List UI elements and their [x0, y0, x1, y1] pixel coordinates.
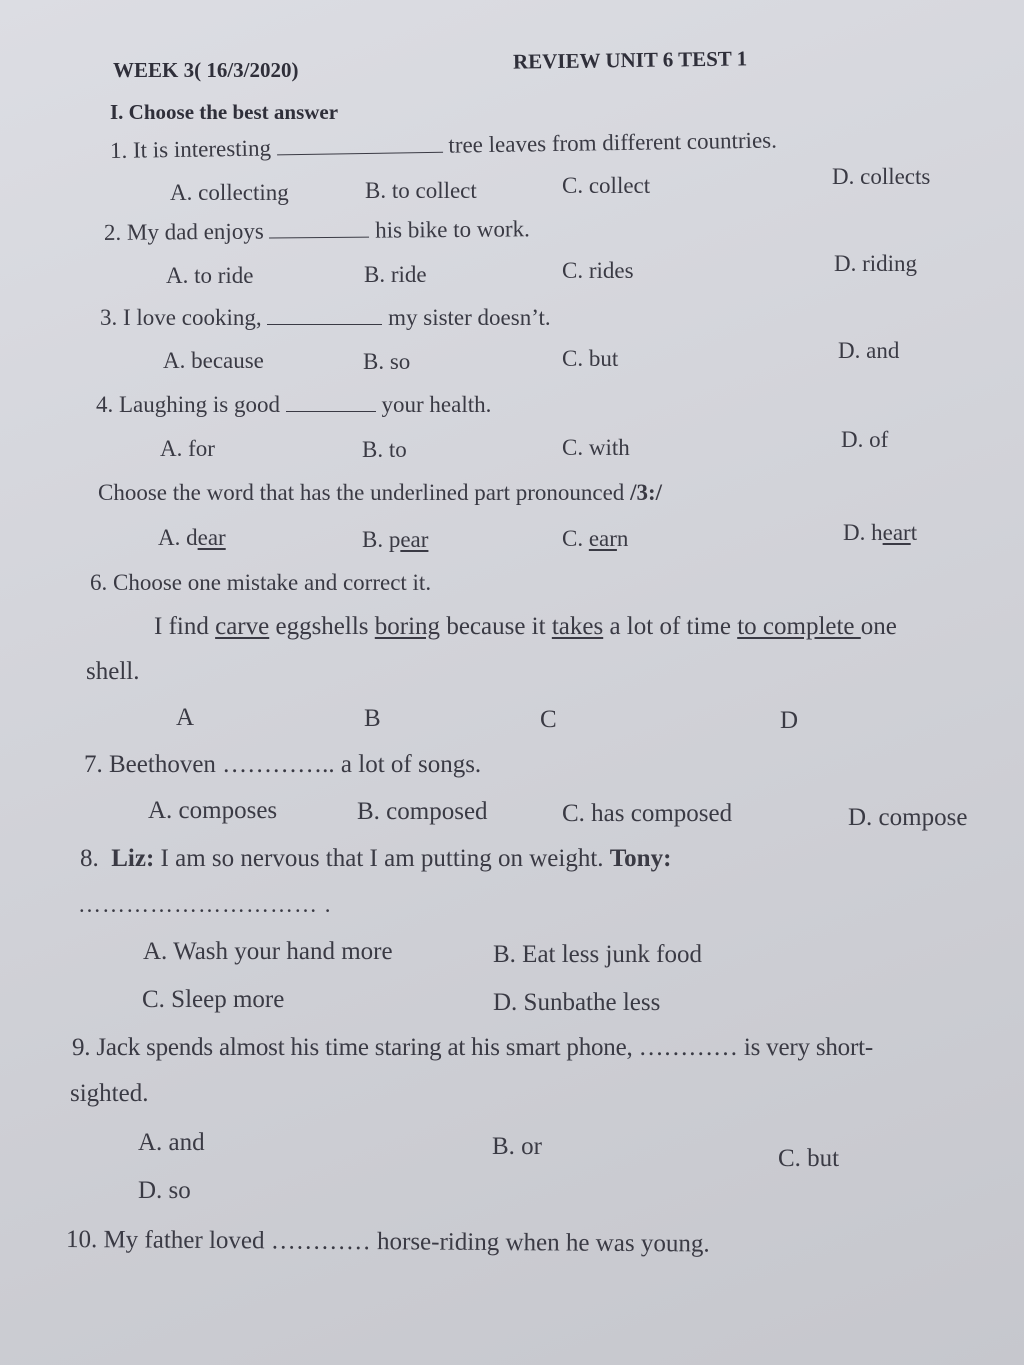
- q3-text-post: my sister doesn’t.: [388, 305, 551, 330]
- q5-option-b[interactable]: [362, 527, 428, 553]
- q6-seg-2: eggshells: [269, 613, 375, 640]
- question-2: [104, 216, 530, 246]
- q6-option-a[interactable]: A: [176, 704, 195, 731]
- q8-liz-line: I am so nervous that I am putting on weight.: [154, 845, 610, 872]
- q3-option-a[interactable]: A. because: [163, 348, 264, 373]
- question-4: [96, 392, 491, 418]
- q4-text-post: your health.: [381, 392, 492, 417]
- q7-option-a[interactable]: A. composes: [148, 797, 278, 824]
- q7-option-c[interactable]: C. has composed: [562, 800, 733, 827]
- q5-b-underlined: ear: [400, 527, 429, 552]
- q9-option-a[interactable]: A. and: [138, 1129, 205, 1156]
- question-6: 6. Choose one mistake and correct it.: [90, 570, 432, 595]
- q3-text-pre: 3. I love cooking,: [100, 305, 262, 330]
- q9-option-b[interactable]: B. or: [492, 1133, 542, 1160]
- q8-option-c[interactable]: C. Sleep more: [142, 986, 285, 1013]
- q5-a-underlined: ear: [197, 525, 226, 550]
- q4-option-d[interactable]: D. of: [841, 427, 889, 452]
- q5-text: Choose the word that has the underlined part pronounced: [98, 480, 631, 505]
- q1-option-d[interactable]: D. collects: [832, 164, 931, 189]
- q1-text-post: tree leaves from different countries.: [448, 127, 778, 158]
- q2-option-a[interactable]: A. to ride: [166, 263, 254, 288]
- q8-answer-line[interactable]: ………………………… .: [78, 892, 332, 917]
- q3-option-c[interactable]: C. but: [562, 346, 619, 371]
- q5-d-prefix: D. h: [843, 520, 883, 545]
- q1-option-b[interactable]: B. to collect: [365, 178, 477, 203]
- q8-speaker-liz: Liz:: [111, 845, 155, 872]
- q7-option-d[interactable]: D. compose: [848, 804, 968, 831]
- q6-seg-5: one: [860, 613, 897, 640]
- q6-option-c[interactable]: C: [540, 706, 557, 733]
- q6-option-d[interactable]: D: [780, 707, 799, 734]
- q8-option-b[interactable]: B. Eat less junk food: [493, 941, 703, 968]
- q3-blank[interactable]: [267, 306, 382, 325]
- q4-option-b[interactable]: B. to: [362, 437, 407, 462]
- q5-d-underlined: ear: [882, 520, 911, 545]
- q6-seg-1: I find: [154, 613, 216, 640]
- q6-option-b[interactable]: B: [364, 705, 381, 732]
- q1-option-c[interactable]: C. collect: [562, 173, 651, 198]
- question-3: [100, 305, 551, 331]
- q5-b-prefix: B. p: [362, 527, 401, 552]
- section-title: I. Choose the best answer: [110, 100, 339, 124]
- q9-option-c[interactable]: C. but: [778, 1145, 840, 1172]
- q2-option-c[interactable]: C. rides: [562, 258, 634, 283]
- question-8: [80, 845, 671, 873]
- q5-c-prefix: C.: [562, 526, 589, 551]
- q9-option-d[interactable]: D. so: [138, 1177, 191, 1204]
- q2-option-d[interactable]: D. riding: [834, 251, 918, 276]
- question-9: 9. Jack spends almost his time staring at his smart phone, ………… is very short-: [72, 1034, 873, 1061]
- q5-d-suffix: t: [910, 520, 918, 545]
- q6-underline-c: takes: [551, 613, 604, 640]
- q5-c-suffix: n: [616, 526, 629, 551]
- question-7: 7. Beethoven ………….. a lot of songs.: [84, 751, 482, 778]
- q6-sentence-cont: shell.: [86, 658, 140, 685]
- test-title: REVIEW UNIT 6 TEST 1: [512, 46, 748, 74]
- q8-option-a[interactable]: A. Wash your hand more: [143, 938, 393, 965]
- q6-sentence: [154, 613, 897, 641]
- q1-blank[interactable]: [277, 134, 443, 156]
- q6-seg-3: because it: [440, 613, 552, 640]
- q2-blank[interactable]: [269, 219, 369, 239]
- question-10: 10. My father loved ………… horse-riding when he was young.: [65, 1226, 710, 1258]
- q4-blank[interactable]: [286, 393, 376, 412]
- q5-option-a[interactable]: [158, 525, 226, 551]
- q5-c-underlined: ear: [588, 526, 617, 551]
- question-5: [98, 480, 662, 506]
- q1-text-pre: 1. It is interesting: [109, 135, 272, 163]
- q6-underline-b: boring: [374, 613, 441, 640]
- q2-text-post: his bike to work.: [375, 216, 530, 243]
- week-label: WEEK 3( 16/3/2020): [113, 58, 299, 82]
- q7-option-b[interactable]: B. composed: [357, 798, 488, 825]
- q4-option-a[interactable]: A. for: [160, 436, 215, 461]
- q5-option-c[interactable]: [562, 526, 628, 552]
- q8-option-d[interactable]: D. Sunbathe less: [493, 989, 661, 1016]
- q8-number: 8.: [80, 845, 99, 872]
- q4-text-pre: 4. Laughing is good: [96, 392, 280, 417]
- q5-option-d[interactable]: [843, 520, 917, 546]
- q3-option-b[interactable]: B. so: [363, 349, 411, 374]
- question-9-cont: sighted.: [70, 1080, 149, 1107]
- question-1: [110, 128, 777, 164]
- q6-underline-a: carve: [215, 613, 270, 640]
- q5-phonetic-symbol: /3:/: [630, 480, 663, 505]
- q5-a-prefix: A. d: [158, 525, 198, 550]
- q6-underline-d: to complete: [737, 613, 861, 640]
- q2-text-pre: 2. My dad enjoys: [103, 218, 264, 245]
- q8-speaker-tony: Tony:: [609, 845, 672, 872]
- q1-option-a[interactable]: A. collecting: [170, 180, 289, 205]
- q6-seg-4: a lot of time: [603, 613, 738, 640]
- q3-option-d[interactable]: D. and: [838, 338, 900, 363]
- q4-option-c[interactable]: C. with: [562, 435, 630, 460]
- q2-option-b[interactable]: B. ride: [364, 262, 427, 287]
